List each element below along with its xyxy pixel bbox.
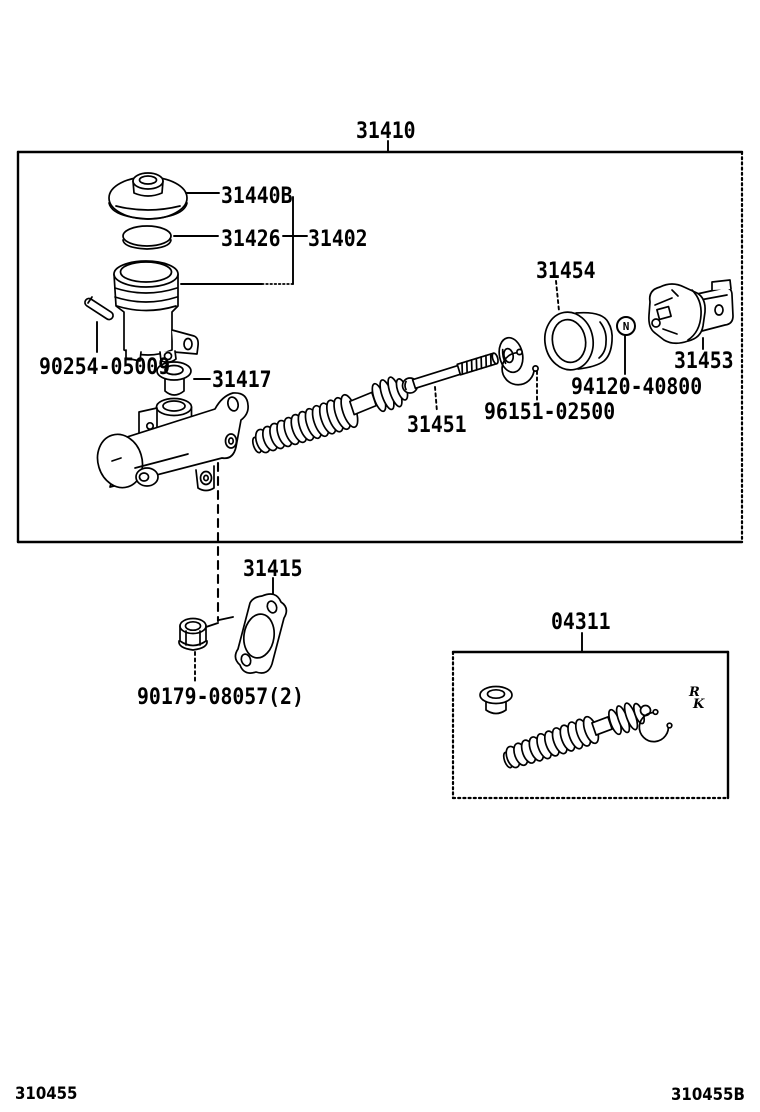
- boot-drawing: [540, 308, 612, 373]
- label-snapring-96151: 96151-02500: [484, 400, 616, 425]
- reservoir-pin-drawing: [83, 297, 114, 321]
- label-bracket-31415: 31415: [243, 557, 303, 582]
- label-switch-31453: 31453: [674, 349, 734, 374]
- label-grommet-31417: 31417: [212, 368, 272, 393]
- piston-spring-drawing: [251, 376, 417, 455]
- label-pushrod-31451: 31451: [407, 413, 467, 438]
- diaphragm-drawing: [123, 226, 171, 249]
- switch-drawing: [649, 280, 733, 343]
- kit-mark-k: K: [693, 697, 705, 712]
- label-cap-31440b: 31440B: [221, 184, 293, 209]
- kit-mark-r: R: [689, 685, 700, 700]
- master-cylinder-drawing: [91, 393, 248, 493]
- footer-drawing-number-right: 310455B: [671, 1085, 745, 1105]
- label-pin-90254: 90254-05009: [39, 355, 171, 380]
- label-boot-31454: 31454: [536, 259, 596, 284]
- footer-drawing-number-left: 310455: [15, 1084, 78, 1104]
- label-diaphragm-31426: 31426: [221, 227, 281, 252]
- label-nut-90179: 90179-08057(2): [137, 685, 304, 710]
- label-reservoir-31402: 31402: [308, 227, 368, 252]
- label-kit-04311: 04311: [551, 610, 611, 635]
- push-rod-drawing: [413, 352, 500, 388]
- label-nut-94120: 94120-40800: [571, 375, 703, 400]
- kit-parts-drawing: [480, 687, 672, 770]
- reservoir-cap-drawing: [109, 173, 187, 219]
- kit-box: [453, 633, 728, 798]
- circled-n-marker: [616, 316, 636, 336]
- label-assembly-31410: 31410: [356, 119, 416, 144]
- reservoir-body-drawing: [114, 261, 198, 362]
- circled-n-letter: N: [622, 319, 630, 333]
